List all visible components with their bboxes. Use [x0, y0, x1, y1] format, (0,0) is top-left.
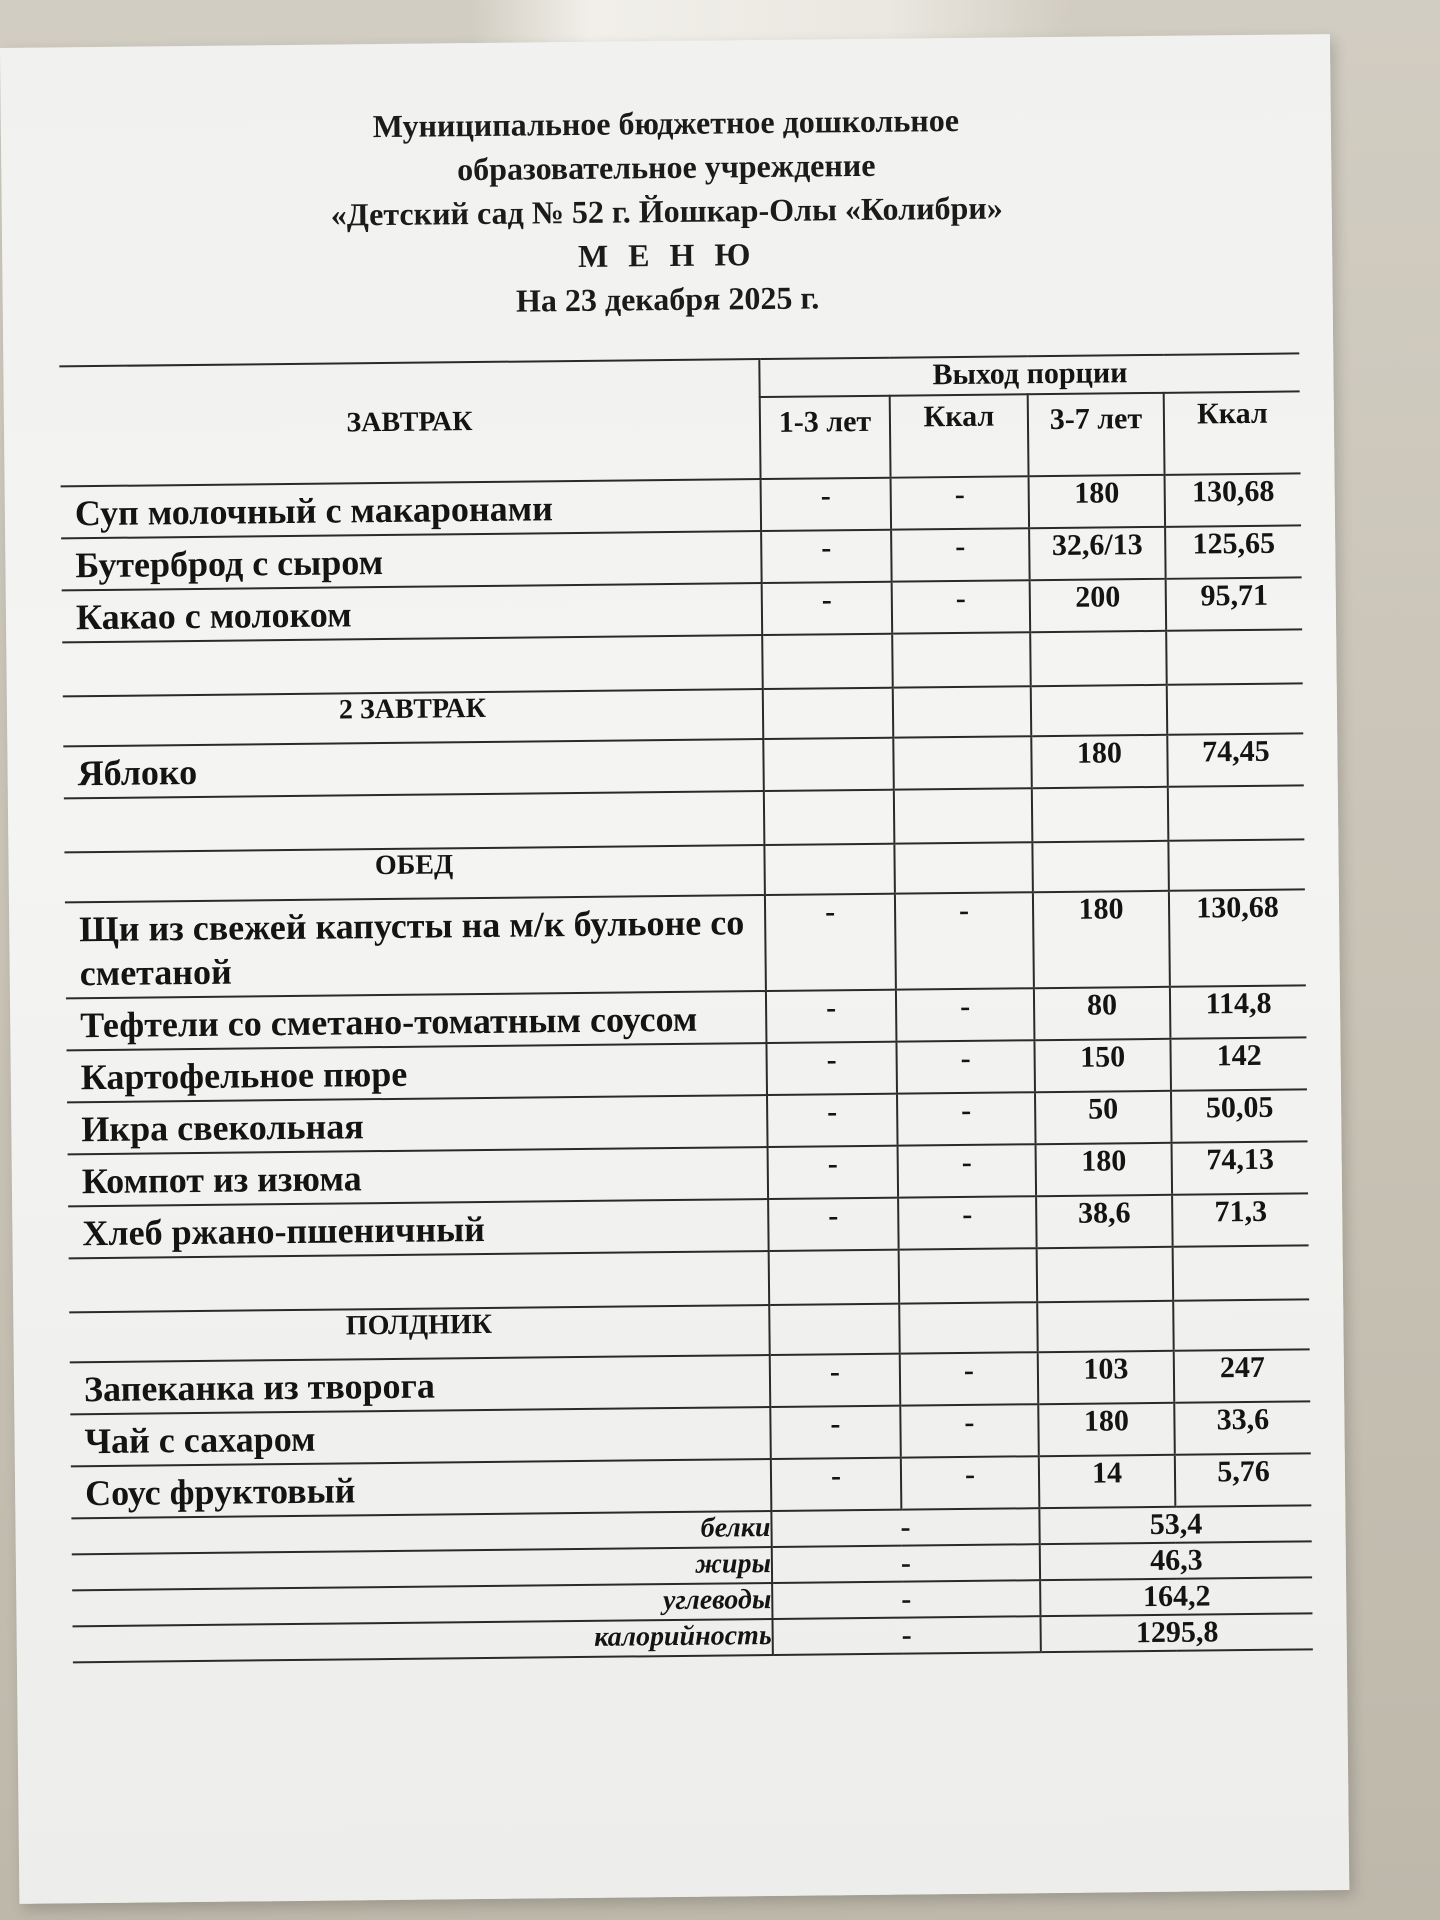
dish-name: Тефтели со сметано-томатным соусом	[80, 998, 698, 1046]
empty-cell	[1168, 785, 1305, 840]
empty-cell	[763, 688, 894, 739]
empty-cell	[1030, 631, 1167, 686]
nutrient-dash: -	[771, 1508, 1039, 1547]
dish-name: Суп молочный с макаронами	[74, 488, 554, 534]
dish-cell	[67, 1043, 768, 1102]
dish-cell	[67, 1095, 768, 1154]
kcal-3-7: 95,71	[1166, 577, 1303, 630]
dish-cell	[66, 991, 767, 1050]
dish-cell	[61, 479, 762, 538]
portion-1-3: -	[761, 478, 892, 531]
kcal-3-7: 142	[1170, 1037, 1307, 1090]
portion-1-3: -	[762, 582, 893, 635]
nutrient-value: 53,4	[1039, 1505, 1311, 1544]
kcal-1-3: -	[901, 1456, 1040, 1509]
kcal-1-3: -	[891, 476, 1030, 529]
portion-1-3: -	[770, 1406, 901, 1459]
portion-3-7: 180	[1029, 475, 1166, 528]
empty-cell	[1173, 1299, 1310, 1350]
portion-3-7: 200	[1030, 579, 1167, 632]
portion-1-3: -	[771, 1458, 902, 1511]
portion-3-7: 180	[1036, 1143, 1173, 1196]
empty-cell	[1032, 841, 1169, 892]
empty-cell	[64, 791, 765, 852]
kcal-3-7: 50,05	[1171, 1089, 1308, 1142]
portion-1-3: -	[767, 1094, 898, 1147]
portion-3-7: 14	[1039, 1455, 1176, 1508]
portion-1-3: -	[768, 1198, 899, 1251]
dish-name: Картофельное пюре	[80, 1053, 408, 1098]
dish-name: Какао с молоком	[75, 594, 352, 638]
dish-cell	[71, 1459, 772, 1518]
kcal-3-7: 71,3	[1172, 1193, 1309, 1246]
nutrient-dash: -	[772, 1544, 1040, 1583]
portion-3-7: 180	[1033, 891, 1170, 988]
kcal-1-3	[893, 736, 1032, 789]
kcal-1-3: -	[891, 528, 1030, 581]
org-line-3: «Детский сад № 52 г. Йошкар-Олы «Колибри»	[330, 189, 1003, 233]
kcal-1-3: -	[898, 1196, 1037, 1249]
dish-name: Яблоко	[77, 751, 198, 794]
nutrient-label: белки	[71, 1511, 771, 1554]
portion-3-7: 180	[1031, 735, 1168, 788]
dish-cell	[65, 895, 766, 998]
empty-cell	[1031, 685, 1168, 736]
dish-name: Щи из свежей капусты на м/к бульоне со сметаной	[79, 902, 745, 994]
document-header	[1, 94, 1333, 328]
empty-cell	[894, 842, 1033, 893]
kcal-3-7: 74,45	[1167, 733, 1304, 786]
section-title: ПОЛДНИК	[69, 1305, 769, 1362]
kcal-1-3: -	[900, 1352, 1039, 1405]
dish-name: Чай с сахаром	[84, 1418, 316, 1462]
kcal-1-3: -	[896, 988, 1035, 1041]
dish-cell	[70, 1355, 771, 1414]
kcal-3-7: 74,13	[1172, 1141, 1309, 1194]
portion-1-3: -	[770, 1354, 901, 1407]
section-title: ЗАВТРАК	[59, 359, 760, 486]
empty-cell	[899, 1302, 1038, 1353]
kcal-1-3: -	[898, 1144, 1037, 1197]
portion-1-3: -	[766, 990, 897, 1043]
nutrient-dash: -	[772, 1580, 1040, 1619]
portion-3-7: 180	[1038, 1403, 1175, 1456]
empty-cell	[62, 635, 763, 696]
kcal-3-7: 125,65	[1165, 525, 1302, 578]
portion-1-3	[763, 738, 894, 791]
menu-sheet	[0, 34, 1349, 1904]
kcal-1-3: -	[896, 1040, 1035, 1093]
portion-1-3: -	[761, 530, 892, 583]
dish-name: Компот из изюма	[81, 1158, 362, 1202]
nutrient-label: жиры	[72, 1547, 772, 1590]
menu-table	[59, 352, 1313, 1663]
kcal-1-3: -	[897, 1092, 1036, 1145]
empty-cell	[1167, 683, 1304, 734]
portion-3-7: 150	[1034, 1039, 1171, 1092]
nutrient-value: 46,3	[1040, 1541, 1312, 1580]
empty-cell	[764, 844, 895, 895]
section-title: 2 ЗАВТРАК	[63, 689, 763, 746]
nutrient-value: 1295,8	[1040, 1613, 1312, 1652]
empty-cell	[769, 1304, 900, 1355]
empty-cell	[894, 788, 1033, 843]
kcal-3-7: 247	[1174, 1349, 1311, 1402]
portion-1-3: -	[765, 894, 896, 991]
dish-cell	[70, 1407, 771, 1466]
dish-name: Бутерброд с сыром	[75, 542, 384, 586]
dish-name: Запеканка из творога	[83, 1365, 436, 1410]
portion-3-7: 32,6/13	[1029, 527, 1166, 580]
portion-1-3: -	[766, 1042, 897, 1095]
kcal-3-7: 130,68	[1169, 889, 1306, 986]
empty-cell	[1037, 1247, 1174, 1302]
kcal-3-7: 5,76	[1175, 1453, 1312, 1506]
kcal-3-7: 114,8	[1170, 985, 1307, 1038]
dish-cell	[68, 1199, 769, 1258]
dish-name: Соус фруктовый	[84, 1470, 356, 1514]
dish-cell	[63, 739, 764, 798]
kcal-1-3: -	[895, 892, 1034, 989]
empty-cell	[764, 790, 895, 845]
nutrient-value: 164,2	[1040, 1577, 1312, 1616]
empty-cell	[1168, 839, 1305, 890]
nutrient-dash: -	[772, 1616, 1040, 1655]
kcal-3-7: 130,68	[1165, 473, 1302, 526]
empty-cell	[893, 686, 1032, 737]
org-line-1: Муниципальное бюджетное дошкольное	[372, 101, 960, 145]
section-title: ОБЕД	[64, 845, 764, 902]
portion-3-7: 103	[1038, 1351, 1175, 1404]
dish-cell	[61, 531, 762, 590]
empty-cell	[69, 1251, 770, 1312]
empty-cell	[1173, 1245, 1310, 1300]
document-title: М Е Н Ю	[577, 236, 757, 274]
dish-name: Икра свекольная	[81, 1106, 364, 1150]
col-kcal-2: Ккал	[1164, 391, 1301, 474]
empty-cell	[769, 1250, 900, 1305]
empty-cell	[762, 634, 893, 689]
portion-3-7: 50	[1035, 1091, 1172, 1144]
org-line-2: образовательное учреждение	[456, 146, 876, 188]
empty-cell	[1166, 629, 1303, 684]
empty-cell	[1037, 1301, 1174, 1352]
kcal-3-7: 33,6	[1174, 1401, 1311, 1454]
empty-cell	[892, 632, 1031, 687]
menu-date: На 23 декабря 2025 г.	[515, 279, 820, 319]
col-age-3-7: 3-7 лет	[1028, 393, 1165, 476]
kcal-1-3: -	[900, 1404, 1039, 1457]
empty-cell	[1032, 787, 1169, 842]
kcal-1-3: -	[892, 580, 1031, 633]
nutrient-label: калорийность	[73, 1619, 773, 1662]
portion-3-7: 38,6	[1036, 1195, 1173, 1248]
portion-3-7: 80	[1034, 987, 1171, 1040]
portion-header: Выход порции	[759, 353, 1299, 397]
dish-name: Хлеб ржано-пшеничный	[82, 1208, 486, 1254]
empty-cell	[899, 1248, 1038, 1303]
col-kcal-1: Ккал	[890, 394, 1029, 477]
col-age-1-3: 1-3 лет	[760, 396, 891, 479]
dish-cell	[62, 583, 763, 642]
dish-cell	[68, 1147, 769, 1206]
nutrient-label: углеводы	[72, 1583, 772, 1626]
dish-row	[65, 889, 1306, 998]
portion-1-3: -	[768, 1146, 899, 1199]
